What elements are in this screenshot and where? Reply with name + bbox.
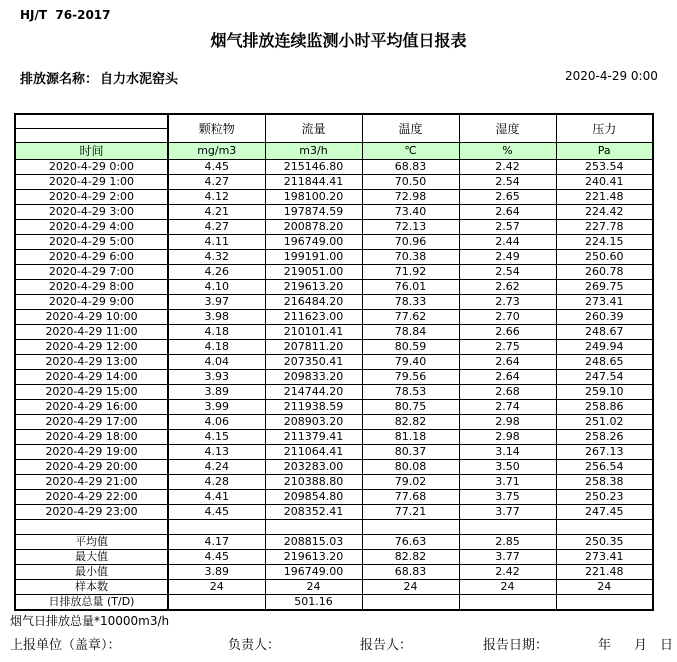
value-cell: 251.02 bbox=[556, 415, 653, 430]
summary-value-cell bbox=[362, 595, 459, 611]
value-cell: 4.21 bbox=[168, 205, 265, 220]
value-cell: 4.41 bbox=[168, 490, 265, 505]
value-cell: 224.42 bbox=[556, 205, 653, 220]
value-cell: 70.38 bbox=[362, 250, 459, 265]
value-cell: 211623.00 bbox=[265, 310, 362, 325]
value-cell: 2.64 bbox=[459, 355, 556, 370]
value-cell: 198100.20 bbox=[265, 190, 362, 205]
value-cell: 253.54 bbox=[556, 160, 653, 175]
corner-cell-bottom bbox=[16, 129, 167, 142]
value-cell: 214744.20 bbox=[265, 385, 362, 400]
report-datetime: 2020-4-29 0:00 bbox=[565, 69, 658, 83]
summary-value-cell: 3.77 bbox=[459, 550, 556, 565]
table-row bbox=[15, 445, 653, 460]
value-cell: 4.27 bbox=[168, 220, 265, 235]
value-cell: 4.45 bbox=[168, 505, 265, 520]
time-cell: 2020-4-29 0:00 bbox=[15, 160, 168, 175]
value-cell: 4.06 bbox=[168, 415, 265, 430]
unit-row bbox=[15, 143, 653, 160]
value-cell: 2.54 bbox=[459, 175, 556, 190]
standard-number: HJ/T 76-2017 bbox=[20, 8, 111, 22]
unit-flow: m3/h bbox=[265, 143, 362, 160]
summary-value-cell: 4.45 bbox=[168, 550, 265, 565]
unit-particulate: mg/m3 bbox=[168, 143, 265, 160]
value-cell: 3.97 bbox=[168, 295, 265, 310]
time-cell: 2020-4-29 21:00 bbox=[15, 475, 168, 490]
reporter-label: 报告人： bbox=[360, 638, 413, 653]
time-cell: 2020-4-29 20:00 bbox=[15, 460, 168, 475]
value-cell: 247.45 bbox=[556, 505, 653, 520]
value-cell: 79.56 bbox=[362, 370, 459, 385]
summary-value-cell: 24 bbox=[168, 580, 265, 595]
value-cell: 4.45 bbox=[168, 160, 265, 175]
summary-value-cell: 221.48 bbox=[556, 565, 653, 580]
value-cell: 2.70 bbox=[459, 310, 556, 325]
unit-pressure: Pa bbox=[556, 143, 653, 160]
time-cell: 2020-4-29 19:00 bbox=[15, 445, 168, 460]
value-cell: 77.68 bbox=[362, 490, 459, 505]
table-row bbox=[15, 385, 653, 400]
spacer-cell bbox=[168, 520, 265, 535]
table-row bbox=[15, 475, 653, 490]
value-cell: 78.53 bbox=[362, 385, 459, 400]
value-cell: 3.14 bbox=[459, 445, 556, 460]
summary-value-cell: 82.82 bbox=[362, 550, 459, 565]
value-cell: 250.23 bbox=[556, 490, 653, 505]
summary-label-cell: 平均值 bbox=[15, 535, 168, 550]
value-cell: 70.50 bbox=[362, 175, 459, 190]
summary-value-cell: 219613.20 bbox=[265, 550, 362, 565]
summary-value-cell: 3.89 bbox=[168, 565, 265, 580]
summary-value-cell: 2.42 bbox=[459, 565, 556, 580]
table-row bbox=[15, 265, 653, 280]
value-cell: 3.89 bbox=[168, 385, 265, 400]
time-cell: 2020-4-29 13:00 bbox=[15, 355, 168, 370]
value-cell: 209854.80 bbox=[265, 490, 362, 505]
value-cell: 2.42 bbox=[459, 160, 556, 175]
time-cell: 2020-4-29 1:00 bbox=[15, 175, 168, 190]
time-cell: 2020-4-29 22:00 bbox=[15, 490, 168, 505]
source-name-value: 自力水泥窑头 bbox=[100, 72, 179, 87]
table-row bbox=[15, 310, 653, 325]
spacer-cell bbox=[459, 520, 556, 535]
summary-value-cell: 501.16 bbox=[265, 595, 362, 611]
summary-label-cell: 最大值 bbox=[15, 550, 168, 565]
value-cell: 211064.41 bbox=[265, 445, 362, 460]
table-row bbox=[15, 490, 653, 505]
total-emission-note: 烟气日排放总量*10000m3/h bbox=[10, 614, 170, 628]
time-cell: 2020-4-29 10:00 bbox=[15, 310, 168, 325]
value-cell: 3.50 bbox=[459, 460, 556, 475]
summary-value-cell: 24 bbox=[265, 580, 362, 595]
value-cell: 2.74 bbox=[459, 400, 556, 415]
report-date-label: 报告日期： bbox=[483, 638, 549, 653]
table-row bbox=[15, 160, 653, 175]
corner-cell bbox=[15, 114, 168, 143]
value-cell: 203283.00 bbox=[265, 460, 362, 475]
value-cell: 79.40 bbox=[362, 355, 459, 370]
summary-label-cell: 最小值 bbox=[15, 565, 168, 580]
time-cell: 2020-4-29 12:00 bbox=[15, 340, 168, 355]
month-label: 月 bbox=[634, 638, 648, 653]
value-cell: 4.12 bbox=[168, 190, 265, 205]
time-cell: 2020-4-29 6:00 bbox=[15, 250, 168, 265]
summary-value-cell bbox=[556, 595, 653, 611]
value-cell: 240.41 bbox=[556, 175, 653, 190]
value-cell: 250.60 bbox=[556, 250, 653, 265]
spacer-cell bbox=[15, 520, 168, 535]
value-cell: 2.57 bbox=[459, 220, 556, 235]
table-row bbox=[15, 235, 653, 250]
value-cell: 77.62 bbox=[362, 310, 459, 325]
value-cell: 3.93 bbox=[168, 370, 265, 385]
value-cell: 2.64 bbox=[459, 370, 556, 385]
summary-row bbox=[15, 565, 653, 580]
time-cell: 2020-4-29 8:00 bbox=[15, 280, 168, 295]
value-cell: 219051.00 bbox=[265, 265, 362, 280]
table-row bbox=[15, 370, 653, 385]
value-cell: 4.32 bbox=[168, 250, 265, 265]
value-cell: 259.10 bbox=[556, 385, 653, 400]
value-cell: 4.28 bbox=[168, 475, 265, 490]
value-cell: 267.13 bbox=[556, 445, 653, 460]
table-row bbox=[15, 280, 653, 295]
time-cell: 2020-4-29 11:00 bbox=[15, 325, 168, 340]
summary-row bbox=[15, 595, 653, 611]
value-cell: 197874.59 bbox=[265, 205, 362, 220]
value-cell: 72.13 bbox=[362, 220, 459, 235]
value-cell: 215146.80 bbox=[265, 160, 362, 175]
unit-temperature: ℃ bbox=[362, 143, 459, 160]
source-name-label: 排放源名称： bbox=[20, 72, 99, 87]
value-cell: 196749.00 bbox=[265, 235, 362, 250]
table-row bbox=[15, 505, 653, 520]
summary-value-cell: 24 bbox=[556, 580, 653, 595]
value-cell: 211379.41 bbox=[265, 430, 362, 445]
value-cell: 4.04 bbox=[168, 355, 265, 370]
column-header-particulate: 颗粒物 bbox=[168, 114, 265, 143]
value-cell: 216484.20 bbox=[265, 295, 362, 310]
summary-label-cell: 样本数 bbox=[15, 580, 168, 595]
value-cell: 2.68 bbox=[459, 385, 556, 400]
value-cell: 4.18 bbox=[168, 340, 265, 355]
value-cell: 3.98 bbox=[168, 310, 265, 325]
value-cell: 249.94 bbox=[556, 340, 653, 355]
value-cell: 260.78 bbox=[556, 265, 653, 280]
value-cell: 80.59 bbox=[362, 340, 459, 355]
value-cell: 256.54 bbox=[556, 460, 653, 475]
value-cell: 2.64 bbox=[459, 205, 556, 220]
year-label: 年 bbox=[598, 638, 612, 653]
table-row bbox=[15, 415, 653, 430]
value-cell: 3.71 bbox=[459, 475, 556, 490]
summary-value-cell bbox=[459, 595, 556, 611]
value-cell: 81.18 bbox=[362, 430, 459, 445]
time-cell: 2020-4-29 7:00 bbox=[15, 265, 168, 280]
value-cell: 247.54 bbox=[556, 370, 653, 385]
value-cell: 77.21 bbox=[362, 505, 459, 520]
table-row bbox=[15, 430, 653, 445]
value-cell: 3.77 bbox=[459, 505, 556, 520]
time-cell: 2020-4-29 23:00 bbox=[15, 505, 168, 520]
value-cell: 208903.20 bbox=[265, 415, 362, 430]
value-cell: 221.48 bbox=[556, 190, 653, 205]
table-row bbox=[15, 250, 653, 265]
table-row bbox=[15, 175, 653, 190]
table-row bbox=[15, 460, 653, 475]
value-cell: 260.39 bbox=[556, 310, 653, 325]
summary-value-cell: 76.63 bbox=[362, 535, 459, 550]
value-cell: 209833.20 bbox=[265, 370, 362, 385]
value-cell: 210388.80 bbox=[265, 475, 362, 490]
value-cell: 82.82 bbox=[362, 415, 459, 430]
value-cell: 4.24 bbox=[168, 460, 265, 475]
column-header-row bbox=[15, 114, 653, 143]
table-row bbox=[15, 295, 653, 310]
value-cell: 211938.59 bbox=[265, 400, 362, 415]
column-header-pressure: 压力 bbox=[556, 114, 653, 143]
value-cell: 2.98 bbox=[459, 430, 556, 445]
spacer-row bbox=[15, 520, 653, 535]
value-cell: 258.38 bbox=[556, 475, 653, 490]
value-cell: 70.96 bbox=[362, 235, 459, 250]
value-cell: 273.41 bbox=[556, 295, 653, 310]
value-cell: 4.26 bbox=[168, 265, 265, 280]
summary-value-cell: 24 bbox=[459, 580, 556, 595]
time-cell: 2020-4-29 14:00 bbox=[15, 370, 168, 385]
summary-row bbox=[15, 535, 653, 550]
value-cell: 4.11 bbox=[168, 235, 265, 250]
value-cell: 4.27 bbox=[168, 175, 265, 190]
value-cell: 211844.41 bbox=[265, 175, 362, 190]
value-cell: 68.83 bbox=[362, 160, 459, 175]
value-cell: 76.01 bbox=[362, 280, 459, 295]
column-header-temperature: 温度 bbox=[362, 114, 459, 143]
time-cell: 2020-4-29 18:00 bbox=[15, 430, 168, 445]
value-cell: 78.33 bbox=[362, 295, 459, 310]
day-label: 日 bbox=[660, 638, 674, 653]
summary-value-cell: 250.35 bbox=[556, 535, 653, 550]
column-header-humidity: 湿度 bbox=[459, 114, 556, 143]
value-cell: 4.10 bbox=[168, 280, 265, 295]
value-cell: 80.08 bbox=[362, 460, 459, 475]
value-cell: 80.75 bbox=[362, 400, 459, 415]
value-cell: 207811.20 bbox=[265, 340, 362, 355]
value-cell: 71.92 bbox=[362, 265, 459, 280]
column-header-flow: 流量 bbox=[265, 114, 362, 143]
unit-humidity: % bbox=[459, 143, 556, 160]
value-cell: 2.62 bbox=[459, 280, 556, 295]
summary-value-cell: 68.83 bbox=[362, 565, 459, 580]
summary-value-cell: 4.17 bbox=[168, 535, 265, 550]
value-cell: 227.78 bbox=[556, 220, 653, 235]
summary-rows bbox=[15, 535, 653, 611]
table-row bbox=[15, 205, 653, 220]
value-cell: 269.75 bbox=[556, 280, 653, 295]
page-title: 烟气排放连续监测小时平均值日报表 bbox=[210, 31, 467, 50]
summary-value-cell: 2.85 bbox=[459, 535, 556, 550]
summary-label-cell: 日排放总量 (T/D) bbox=[15, 595, 168, 611]
value-cell: 3.99 bbox=[168, 400, 265, 415]
table-row bbox=[15, 325, 653, 340]
value-cell: 78.84 bbox=[362, 325, 459, 340]
value-cell: 79.02 bbox=[362, 475, 459, 490]
spacer-cell bbox=[362, 520, 459, 535]
value-cell: 73.40 bbox=[362, 205, 459, 220]
corner-cell-top bbox=[16, 115, 167, 129]
summary-value-cell: 208815.03 bbox=[265, 535, 362, 550]
time-cell: 2020-4-29 15:00 bbox=[15, 385, 168, 400]
value-cell: 72.98 bbox=[362, 190, 459, 205]
data-rows bbox=[15, 160, 653, 520]
value-cell: 2.73 bbox=[459, 295, 556, 310]
summary-value-cell: 24 bbox=[362, 580, 459, 595]
spacer-cell bbox=[265, 520, 362, 535]
table-row bbox=[15, 340, 653, 355]
time-cell: 2020-4-29 9:00 bbox=[15, 295, 168, 310]
value-cell: 2.65 bbox=[459, 190, 556, 205]
value-cell: 208352.41 bbox=[265, 505, 362, 520]
time-cell: 2020-4-29 16:00 bbox=[15, 400, 168, 415]
time-cell: 2020-4-29 4:00 bbox=[15, 220, 168, 235]
table-row bbox=[15, 190, 653, 205]
value-cell: 219613.20 bbox=[265, 280, 362, 295]
value-cell: 2.54 bbox=[459, 265, 556, 280]
value-cell: 2.44 bbox=[459, 235, 556, 250]
value-cell: 4.15 bbox=[168, 430, 265, 445]
time-header-cell: 时间 bbox=[15, 143, 168, 160]
time-cell: 2020-4-29 17:00 bbox=[15, 415, 168, 430]
summary-value-cell bbox=[168, 595, 265, 611]
value-cell: 210101.41 bbox=[265, 325, 362, 340]
value-cell: 4.18 bbox=[168, 325, 265, 340]
reporting-unit-label: 上报单位（盖章）： bbox=[10, 638, 121, 653]
value-cell: 200878.20 bbox=[265, 220, 362, 235]
value-cell: 258.26 bbox=[556, 430, 653, 445]
time-cell: 2020-4-29 5:00 bbox=[15, 235, 168, 250]
table-row bbox=[15, 355, 653, 370]
summary-row bbox=[15, 580, 653, 595]
table-row bbox=[15, 400, 653, 415]
value-cell: 2.49 bbox=[459, 250, 556, 265]
value-cell: 207350.41 bbox=[265, 355, 362, 370]
responsible-person-label: 负责人： bbox=[228, 638, 281, 653]
value-cell: 80.37 bbox=[362, 445, 459, 460]
summary-value-cell: 273.41 bbox=[556, 550, 653, 565]
summary-value-cell: 196749.00 bbox=[265, 565, 362, 580]
summary-row bbox=[15, 550, 653, 565]
monitoring-table bbox=[14, 113, 654, 611]
value-cell: 2.66 bbox=[459, 325, 556, 340]
value-cell: 258.86 bbox=[556, 400, 653, 415]
time-cell: 2020-4-29 3:00 bbox=[15, 205, 168, 220]
value-cell: 199191.00 bbox=[265, 250, 362, 265]
table-row bbox=[15, 220, 653, 235]
value-cell: 224.15 bbox=[556, 235, 653, 250]
time-cell: 2020-4-29 2:00 bbox=[15, 190, 168, 205]
spacer-cell bbox=[556, 520, 653, 535]
value-cell: 248.67 bbox=[556, 325, 653, 340]
value-cell: 4.13 bbox=[168, 445, 265, 460]
value-cell: 2.98 bbox=[459, 415, 556, 430]
value-cell: 3.75 bbox=[459, 490, 556, 505]
value-cell: 2.75 bbox=[459, 340, 556, 355]
value-cell: 248.65 bbox=[556, 355, 653, 370]
